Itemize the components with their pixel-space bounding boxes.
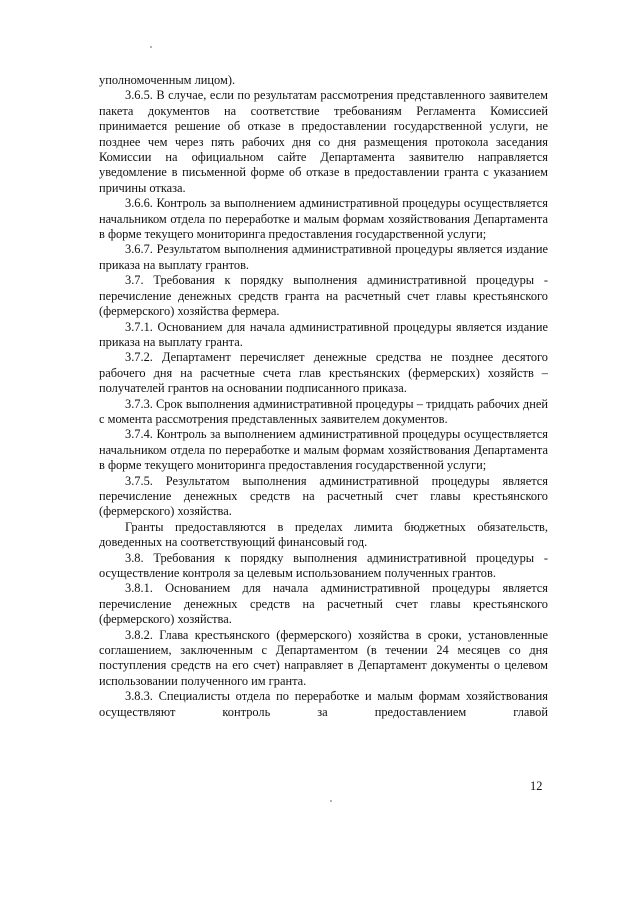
paragraph-3-7-4: 3.7.4. Контроль за выполнением административной процедуры осуществляется начальником отдела по переработке и малым формам хозяйствования Департамента в форме текущего мониторинга предоставления государственной услуги; [99,427,548,473]
page-number: 12 [530,779,543,793]
scan-speck [150,46,152,48]
paragraph-continuation: уполномоченным лицом). [99,73,236,87]
paragraph-3-6-5: 3.6.5. В случае, если по результатам рассмотрения представленного заявителем пакета документов на соответствие требованиям Регламента Комиссией принимается решение об отказе в предоставлении государственной услуги, не позднее чем через пять рабочих дня со дня размещения протокола заседания Комиссии на официальном сайте Департамента заявителю направляется уведомление в письменной форме об отказе в предоставлении гранта с указанием причины отказа. [99,88,548,195]
paragraph-3-8-2: 3.8.2. Глава крестьянского (фермерского) хозяйства в сроки, установленные соглашением, заключенным с Департаментом (в течении 24 месяцев со дня поступления средств на его счет) направляет в Департамент документы о целевом использовании полученного им гранта. [99,627,548,688]
paragraph-3-7-1: 3.7.1. Основанием для начала административной процедуры является издание приказа на выплату гранта. [99,319,548,349]
paragraph-3-7-3: 3.7.3. Срок выполнения административной процедуры – тридцать рабочих дней с момента рассмотрения представленных заявителем документов. [99,396,548,426]
paragraph-3-8: 3.8. Требования к порядку выполнения административной процедуры - осуществление контроля за целевым использованием полученных грантов. [99,550,548,580]
paragraph-3-8-3: 3.8.3. Специалисты отдела по переработке и малым формам хозяйствования осуществляют контроль за предоставлением главой [99,689,548,719]
paragraph-3-7: 3.7. Требования к порядку выполнения административной процедуры - перечисление денежных средств гранта на расчетный счет главы крестьянского (фермерского) хозяйства фермера. [99,273,548,319]
paragraph-3-6-7: 3.6.7. Результатом выполнения административной процедуры является издание приказа на выплату грантов. [99,242,548,272]
paragraph-grants-limit: Гранты предоставляются в пределах лимита бюджетных обязательств, доведенных на соответствующий финансовый год. [99,519,548,550]
document-body [99,73,548,720]
paragraph-3-7-2: 3.7.2. Департамент перечисляет денежные средства не позднее десятого рабочего дня на расчетные счета глав крестьянских (фермерских) хозяйств – получателей грантов на основании подписанного приказа. [99,350,548,396]
paragraph-3-7-5: 3.7.5. Результатом выполнения административной процедуры является перечисление денежных средств на расчетный счет главы крестьянского (фермерского) хозяйства. [99,473,548,519]
paragraph-3-6-6: 3.6.6. Контроль за выполнением административной процедуры осуществляется начальником отдела по переработке и малым формам хозяйствования Департамента в форме текущего мониторинга предоставления государственной услуги; [99,196,548,242]
paragraph-3-8-1: 3.8.1. Основанием для начала административной процедуры является перечисление денежных средств на расчетный счет главы крестьянского (фермерского) хозяйства. [99,581,548,627]
scan-speck [330,800,332,802]
